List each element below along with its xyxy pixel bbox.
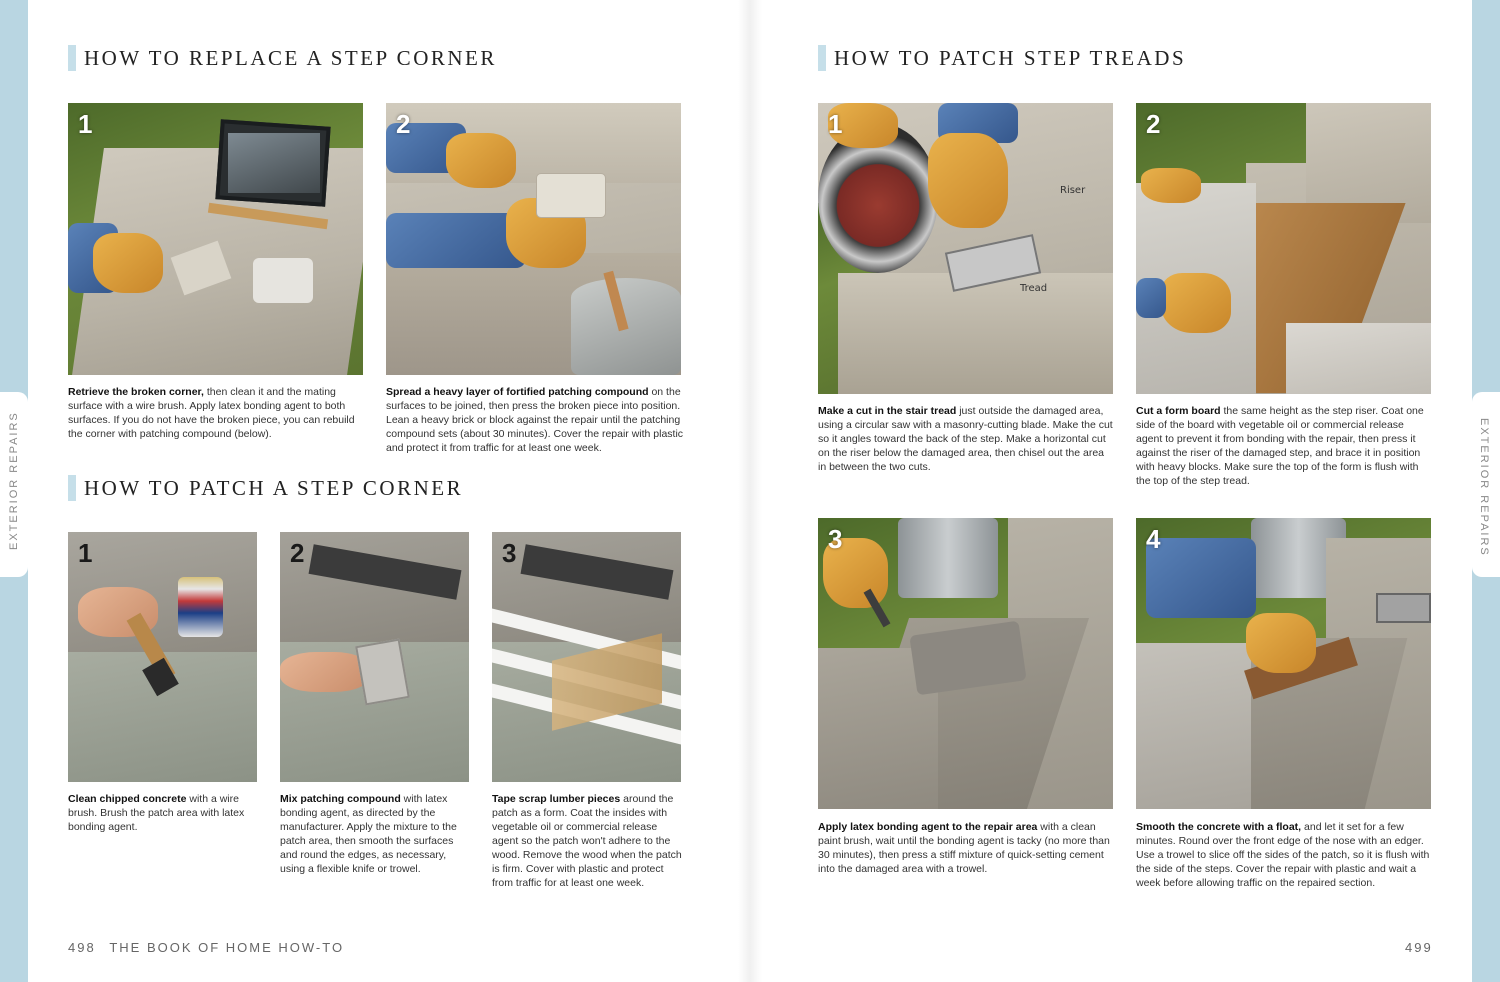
caption-bold: Tape scrap lumber pieces xyxy=(492,793,621,805)
book-title: THE BOOK OF HOME HOW-TO xyxy=(109,940,345,955)
step-number: 2 xyxy=(396,109,411,139)
caption-patch-tread-1 xyxy=(818,404,1115,474)
page-number: 498 xyxy=(68,940,96,955)
caption-bold: Smooth the concrete with a float, xyxy=(1136,821,1302,833)
step-number: 3 xyxy=(828,524,843,554)
caption-text: the same height as the step riser. Coat one side of the board with vegetable oil or commercial release agent to prevent it from bonding with the repair, then press it against the riser of the damaged step, and brace it in position with heavy blocks. Make sure the top of the form is flush with the top of the step tread. xyxy=(1136,405,1424,487)
caption-bold: Make a cut in the stair tread xyxy=(818,405,957,417)
book-gutter xyxy=(738,0,762,982)
section-heading-patch-step-corner xyxy=(68,475,463,501)
left-side-tab-label: EXTERIOR REPAIRS xyxy=(8,411,20,550)
photo-replace-step-2 xyxy=(386,103,681,375)
photo-patch-tread-3 xyxy=(818,518,1113,809)
caption-text: and let it set for a few minutes. Round over the front edge of the nose with an edger. Use a trowel to slice off the sides of the patch, so it is flush with the side of the steps. Cover the repair with plastic and wait a week before allowing traffic on the repaired section. xyxy=(1136,821,1430,889)
caption-bold: Mix patching compound xyxy=(280,793,401,805)
caption-bold: Cut a form board xyxy=(1136,405,1221,417)
caption-patch-tread-4 xyxy=(1136,820,1433,890)
caption-text: then clean it and the mating surface with a wire brush. Apply latex bonding agent to both surfaces. If you do not have the broken piece, you can rebuild the corner with patching compound (below). xyxy=(68,386,355,440)
caption-replace-step-1 xyxy=(68,385,363,441)
tread-label: Tread xyxy=(1020,283,1048,294)
heading-text: HOW TO PATCH STEP TREADS xyxy=(834,45,1187,70)
heading-accent-bar xyxy=(68,45,76,71)
caption-text: just outside the damaged area, using a circular saw with a masonry-cutting blade. Make the cut so it angles toward the back of the step. Make a horizontal cut on the riser below the damaged area, then chisel out the area in between the two cuts. xyxy=(818,405,1113,473)
step-number: 1 xyxy=(78,109,93,139)
caption-patch-corner-1 xyxy=(68,792,260,834)
caption-bold: Clean chipped concrete xyxy=(68,793,187,805)
photo-patch-tread-2 xyxy=(1136,103,1431,394)
caption-bold: Spread a heavy layer of fortified patching compound xyxy=(386,386,649,398)
caption-bold: Apply latex bonding agent to the repair area xyxy=(818,821,1038,833)
step-number: 2 xyxy=(1146,109,1161,139)
caption-text: with a clean paint brush, wait until the bonding agent is tacky (no more than 30 minutes), then press a stiff mixture of quick-setting cement into the damaged area with a trowel. xyxy=(818,821,1110,875)
left-folio xyxy=(68,940,344,955)
step-number: 2 xyxy=(290,538,305,568)
caption-bold: Retrieve the broken corner, xyxy=(68,386,204,398)
photo-patch-tread-4 xyxy=(1136,518,1431,809)
step-number: 3 xyxy=(502,538,517,568)
caption-patch-corner-2 xyxy=(280,792,472,876)
heading-text: HOW TO REPLACE A STEP CORNER xyxy=(84,45,497,70)
caption-replace-step-2 xyxy=(386,385,684,455)
caption-text: on the surfaces to be joined, then press the broken piece into position. Lean a heavy brick or block against the repair until the patching compound sets (about 30 minutes). Cover the repair with plastic and protect it from traffic for at least one week. xyxy=(386,386,684,454)
right-side-tab-label: EXTERIOR REPAIRS xyxy=(1478,418,1490,557)
step-number: 1 xyxy=(828,109,843,139)
photo-patch-corner-3 xyxy=(492,532,681,782)
photo-patch-corner-1 xyxy=(68,532,257,782)
photo-patch-corner-2 xyxy=(280,532,469,782)
step-number: 4 xyxy=(1146,524,1161,554)
caption-text: with latex bonding agent, as directed by the manufacturer. Apply the mixture to the patch area, then smooth the surfaces and round the edges, as necessary, using a flexible knife or trowel. xyxy=(280,793,457,875)
heading-text: HOW TO PATCH A STEP CORNER xyxy=(84,475,464,500)
step-number: 1 xyxy=(78,538,93,568)
caption-patch-corner-3 xyxy=(492,792,684,890)
photo-replace-step-1 xyxy=(68,103,363,375)
caption-text: around the patch as a form. Coat the insides with vegetable oil or commercial release agent so the patch won't adhere to the wood. Remove the wood when the patch is firm. Cover with plastic and protect from traffic for at least one week. xyxy=(492,793,682,889)
caption-patch-tread-2 xyxy=(1136,404,1433,488)
photo-patch-tread-1 xyxy=(818,103,1113,394)
page-number: 499 xyxy=(1405,940,1433,955)
section-heading-replace-step-corner xyxy=(68,45,497,71)
heading-accent-bar xyxy=(68,475,76,501)
heading-accent-bar xyxy=(818,45,826,71)
riser-label: Riser xyxy=(1060,185,1086,196)
caption-patch-tread-3 xyxy=(818,820,1115,876)
caption-text: with a wire brush. Brush the patch area with latex bonding agent. xyxy=(68,793,245,833)
section-heading-patch-step-treads xyxy=(818,45,1186,71)
right-folio xyxy=(1405,940,1433,955)
